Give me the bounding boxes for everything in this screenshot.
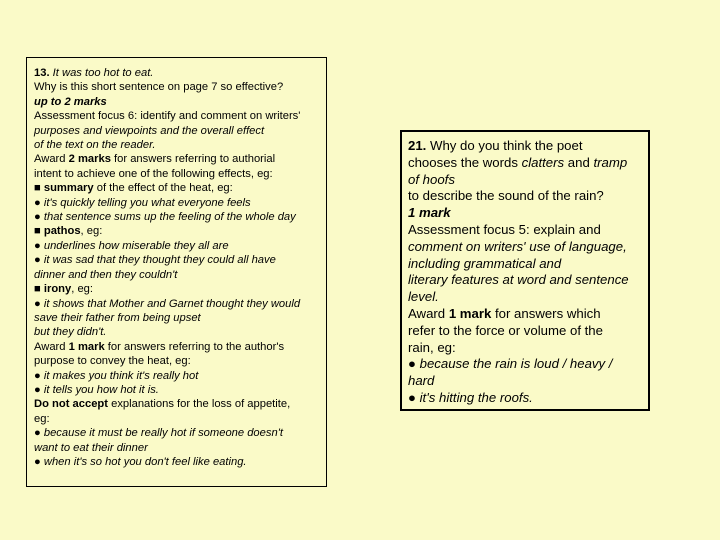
example-answer: ● it shows that Mother and Garnet thought they would — [34, 297, 301, 310]
marks-available: up to 2 marks — [34, 95, 107, 108]
assessment-focus-line: literary features at word and sentence — [408, 272, 629, 288]
example-answer: dinner and then they couldn't — [34, 268, 178, 281]
example-answer: but they didn't. — [34, 326, 107, 339]
assessment-focus-line: level. — [408, 289, 439, 305]
award-line — [408, 306, 642, 323]
mark-scheme-question-21 — [400, 130, 650, 411]
text: for answers which — [491, 305, 601, 321]
do-not-accept-line: eg: — [34, 412, 50, 425]
assessment-focus-line — [34, 109, 320, 123]
example-answer: ● it was sad that they thought they could all have — [34, 254, 276, 267]
assessment-focus-line: comment on writers' use of language, — [408, 238, 627, 254]
question-number: 13. — [34, 67, 50, 79]
text: chooses the words — [408, 154, 522, 170]
question-text — [408, 155, 642, 172]
assessment-focus-line: purposes and viewpoints and the overall effect — [34, 124, 265, 137]
mark-scheme-question-13 — [26, 57, 327, 487]
category-summary — [34, 181, 320, 195]
text: explanations for the loss of appetite, — [107, 398, 291, 411]
example-answer: ● that sentence sums up the feeling of the whole day — [34, 211, 296, 224]
text: Award — [34, 153, 69, 166]
question-quote: It was too hot to eat. — [49, 67, 154, 79]
text: of the effect of the heat, eg: — [93, 182, 233, 195]
do-not-accept-line — [34, 397, 320, 411]
question-heading — [408, 138, 642, 155]
question-text: Why is this short sentence on page 7 so effective? — [34, 81, 284, 94]
example-answer: ● it's quickly telling you what everyone feels — [34, 196, 251, 209]
quoted-word: tramp — [593, 154, 628, 170]
award-line: rain, eg: — [408, 339, 456, 355]
example-answer: ● it tells you how hot it is. — [34, 383, 159, 396]
assessment-focus-line: of the text on the reader. — [34, 139, 156, 152]
marks: 1 mark — [68, 340, 105, 353]
text: for answers referring to the author's — [104, 340, 285, 353]
question-heading — [34, 66, 320, 80]
award-line — [34, 152, 320, 166]
square-bullet-icon: ■ — [34, 283, 44, 296]
do-not-accept-label: Do not accept — [34, 398, 108, 411]
example-answer: ● it makes you think it's really hot — [34, 369, 199, 382]
award-line: intent to achieve one of the following effects, eg: — [34, 167, 273, 180]
category-label: pathos — [43, 225, 81, 238]
example-answer: ● because it must be really hot if someone doesn't — [34, 427, 283, 440]
category-label: summary — [43, 182, 94, 195]
example-answer: ● underlines how miserable they all are — [34, 239, 229, 252]
example-answer: hard — [408, 373, 435, 389]
example-answer: ● because the rain is loud / heavy / — [408, 356, 613, 372]
category-irony — [34, 282, 320, 296]
example-answer: want to eat their dinner — [34, 441, 148, 454]
text: Assessment focus 6: identify and comment on writers' — [34, 110, 301, 123]
text: Award — [34, 340, 69, 353]
text: , eg: — [80, 225, 103, 238]
question-text: of hoofs — [408, 171, 455, 187]
square-bullet-icon: ■ — [34, 225, 44, 238]
category-label: irony — [43, 283, 72, 296]
text: Why do you think the poet — [426, 138, 583, 153]
example-answer: ● it's hitting the roofs. — [408, 389, 533, 405]
assessment-focus-line: Assessment focus 5: explain and — [408, 221, 601, 237]
example-answer: save their father from being upset — [34, 311, 201, 324]
text: Award — [408, 305, 449, 321]
square-bullet-icon: ■ — [34, 182, 44, 195]
marks: 2 marks — [68, 153, 111, 166]
assessment-focus-line: including grammatical and — [408, 255, 562, 271]
category-pathos — [34, 224, 320, 238]
example-answer: ● when it's so hot you don't feel like eating. — [34, 455, 247, 468]
award-line: purpose to convey the heat, eg: — [34, 355, 191, 368]
text: and — [564, 154, 594, 170]
text: , eg: — [71, 283, 94, 296]
text: for answers referring to authorial — [110, 153, 276, 166]
award-line — [34, 340, 320, 354]
quoted-word: clatters — [521, 154, 565, 170]
award-line: refer to the force or volume of the — [408, 322, 603, 338]
marks: 1 mark — [448, 305, 492, 321]
question-text: to describe the sound of the rain? — [408, 188, 604, 204]
marks-available: 1 mark — [408, 205, 451, 221]
question-number: 21. — [408, 138, 427, 153]
